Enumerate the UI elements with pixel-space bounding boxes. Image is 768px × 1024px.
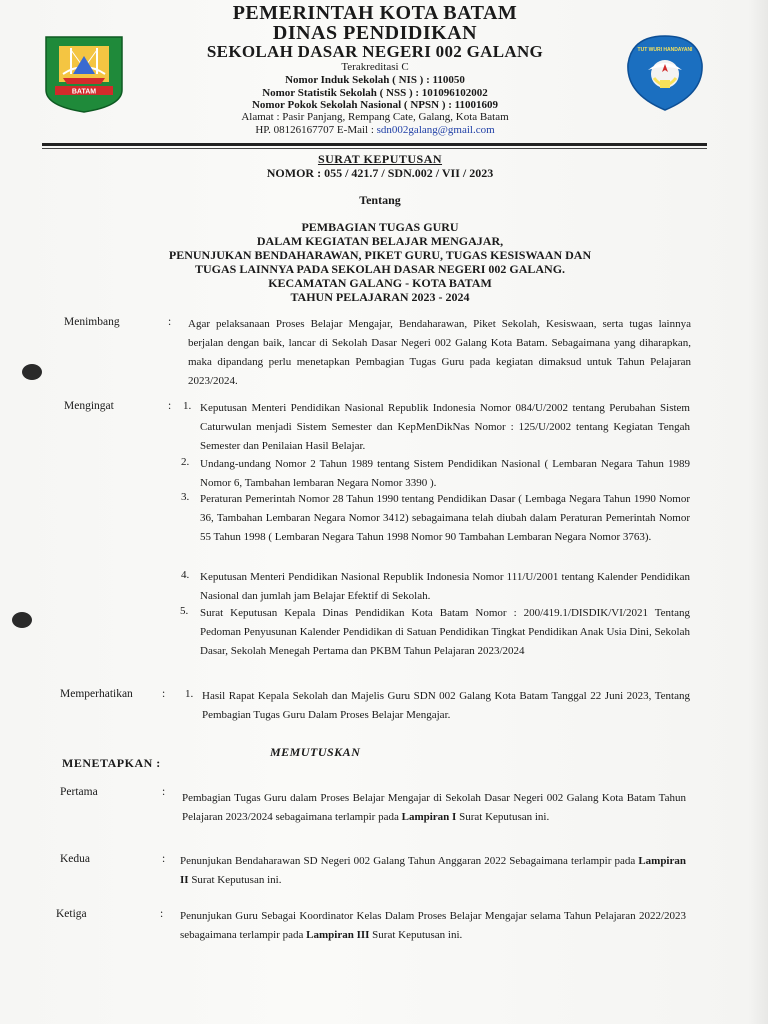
letterhead-dinas: DINAS PENDIDIKAN [272, 22, 478, 44]
logo-left-text: BATAM [71, 88, 97, 96]
colon: : [168, 400, 172, 412]
letterhead-divider [42, 143, 707, 146]
subject-line: TAHUN PELAJARAN 2023 - 2024 [290, 290, 470, 304]
mengingat-number: 4. [181, 569, 190, 581]
colon: : [168, 316, 172, 328]
ketiga-label: Ketiga [56, 908, 87, 920]
pertama-label: Pertama [60, 786, 98, 798]
letterhead-npsn: Nomor Pokok Sekolah Nasional ( NPSN ) : 11001609 [251, 99, 499, 111]
menimbang-label: Menimbang [64, 316, 120, 328]
page-edge-shadow [748, 0, 768, 1024]
document-tentang: Tentang [359, 193, 401, 207]
punch-hole [12, 612, 32, 628]
letterhead-address: Alamat : Pasir Panjang, Rempang Cate, Galang, Kota Batam [241, 111, 509, 123]
document-title: SURAT KEPUTUSAN [317, 152, 443, 166]
mengingat-item: Undang-undang Nomor 2 Tahun 1989 tentang Sistem Pendidikan Nasional ( Lembaran Negara Tahun 1989 Nomor 6, Tambahan lembaran Negara Nomor 3390 ). [200, 458, 690, 489]
memutuskan-heading: MEMUTUSKAN [270, 745, 361, 759]
kedua-text-part: Penunjukan Bendaharawan SD Negeri 002 Galang Tahun Anggaran 2022 Sebagaimana terlampir pada [180, 855, 639, 867]
kedua-text [180, 852, 686, 890]
subject-line: TUGAS LAINNYA PADA SEKOLAH DASAR NEGERI 002 GALANG. [194, 262, 566, 276]
letterhead-government: PEMERINTAH KOTA BATAM [232, 2, 518, 24]
ketiga-text-part: Surat Keputusan ini. [369, 929, 463, 941]
colon: : [162, 853, 166, 865]
logo-right-text: TUT WURI HANDAYANI [637, 47, 693, 53]
letterhead-nss: Nomor Statistik Sekolah ( NSS ) : 101096102002 [262, 87, 488, 99]
punch-hole [22, 364, 42, 380]
mengingat-number: 5. [180, 605, 189, 617]
pertama-text-part: Pembagian Tugas Guru dalam Proses Belajar Mengajar di Sekolah Dasar Negeri 002 Galang Kota Batam Tahun Pelajaran 2023/2024 sebagaimana terlampir pada [182, 792, 686, 823]
subject-line: KECAMATAN GALANG - KOTA BATAM [268, 276, 492, 290]
ketiga-text-part: Penunjukan Guru Sebagai Koordinator Kelas Dalam Proses Belajar Mengajar selama Tahun Pelajaran 2022/2023 sebagaimana terlampir pada [180, 910, 686, 941]
kedua-label: Kedua [60, 853, 91, 865]
tut-wuri-handayani-icon [624, 34, 706, 112]
colon: : [160, 908, 164, 920]
memperhatikan-number: 1. [185, 688, 194, 700]
letterhead-akreditasi: Terakreditasi C [341, 61, 409, 73]
letterhead-divider-thin [42, 148, 707, 149]
lampiran-ref: Lampiran II [180, 855, 686, 886]
pertama-text-part: Surat Keputusan ini. [456, 811, 550, 823]
mengingat-number: 2. [181, 456, 190, 468]
mengingat-item: Surat Keputusan Kepala Dinas Pendidikan Kota Batam Nomor : 200/419.1/DISDIK/VI/2021 Tentang Pedoman Penyusunan Kalender Pendidikan di Satuan Pendidikan Tingkat Pendidikan Anak Usia Dini, Sekolah Dasar, Sekolah Menegah Pertama dan PKBM Tahun Pelajaran 2023/2024 [200, 607, 690, 657]
subject-line: PEMBAGIAN TUGAS GURU [301, 220, 459, 234]
menimbang-text: Agar pelaksanaan Proses Belajar Mengajar, Bendaharawan, Piket Sekolah, Kesiswaan, serta tugas lainnya berjalan dengan baik, lancar di Sekolah Dasar Negeri 002 Galang Kota Batam. Sebagaimana yang diharapkan, maka dipandang perlu menetapkan Pembagian Tugas Guru pada kegiatan dimaksud untuk Tahun Pelajaran 2023/2024. [188, 318, 691, 387]
mengingat-label: Mengingat [64, 400, 114, 412]
menetapkan-heading: MENETAPKAN : [62, 756, 161, 770]
pertama-text [182, 789, 686, 827]
lampiran-ref: Lampiran I [401, 811, 457, 823]
letterhead-school: SEKOLAH DASAR NEGERI 002 GALANG [206, 42, 544, 61]
letterhead-email-link[interactable]: sdn002galang@gmail.com [376, 124, 495, 136]
colon: : [162, 688, 166, 700]
kedua-text-part: Surat Keputusan ini. [188, 874, 282, 886]
letterhead-contact [160, 124, 590, 136]
memperhatikan-item: Hasil Rapat Kepala Sekolah dan Majelis Guru SDN 002 Galang Kota Batam Tanggal 22 Juni 2023, Tentang Pembagian Tugas Guru Dalam Proses Belajar Mengajar. [202, 690, 690, 721]
subject-line: PENUNJUKAN BENDAHARAWAN, PIKET GURU, TUGAS KESISWAAN DAN [168, 248, 592, 262]
mengingat-item: Keputusan Menteri Pendidikan Nasional Republik Indonesia Nomor 111/U/2001 tentang Kalender Pendidikan Nasional dan jumlah jam Belajar Efektif di Sekolah. [200, 571, 690, 602]
letterhead-phone: HP. 08126167707 E-Mail : [255, 124, 377, 136]
ketiga-text [180, 907, 686, 945]
letterhead-nis: Nomor Induk Sekolah ( NIS ) : 110050 [285, 74, 465, 86]
colon: : [162, 786, 166, 798]
subject-line: DALAM KEGIATAN BELAJAR MENGAJAR, [256, 234, 504, 248]
mengingat-item: Peraturan Pemerintah Nomor 28 Tahun 1990 tentang Pendidikan Dasar ( Lembaga Negara Tahun 1990 Nomor 36, Tambahan Lembaran Negara Nomor 3412) sebagaimana telah diubah dalam Peraturan Pemerintah Nomor 55 Tahun 1998 ( Lembaran Negara Tahun 1998 Nomor 90 Tambahan Lembaran Negara Nomor 3763). [200, 493, 690, 543]
document-number: NOMOR : 055 / 421.7 / SDN.002 / VII / 2023 [266, 166, 494, 180]
mengingat-number: 3. [181, 491, 190, 503]
mengingat-item: Keputusan Menteri Pendidikan Nasional Republik Indonesia Nomor 084/U/2002 tentang Perubahan Sistem Caturwulan menjadi Sistem Semester dan KepMenDikNas Nomor : 125/U/2002 tentang Kegiatan Tengah Semester dan Penilaian Hasil Belajar. [200, 402, 690, 452]
batam-city-emblem-icon [43, 34, 125, 114]
memperhatikan-label: Memperhatikan [60, 688, 133, 700]
lampiran-ref: Lampiran III [306, 929, 370, 941]
mengingat-number: 1. [183, 400, 192, 412]
